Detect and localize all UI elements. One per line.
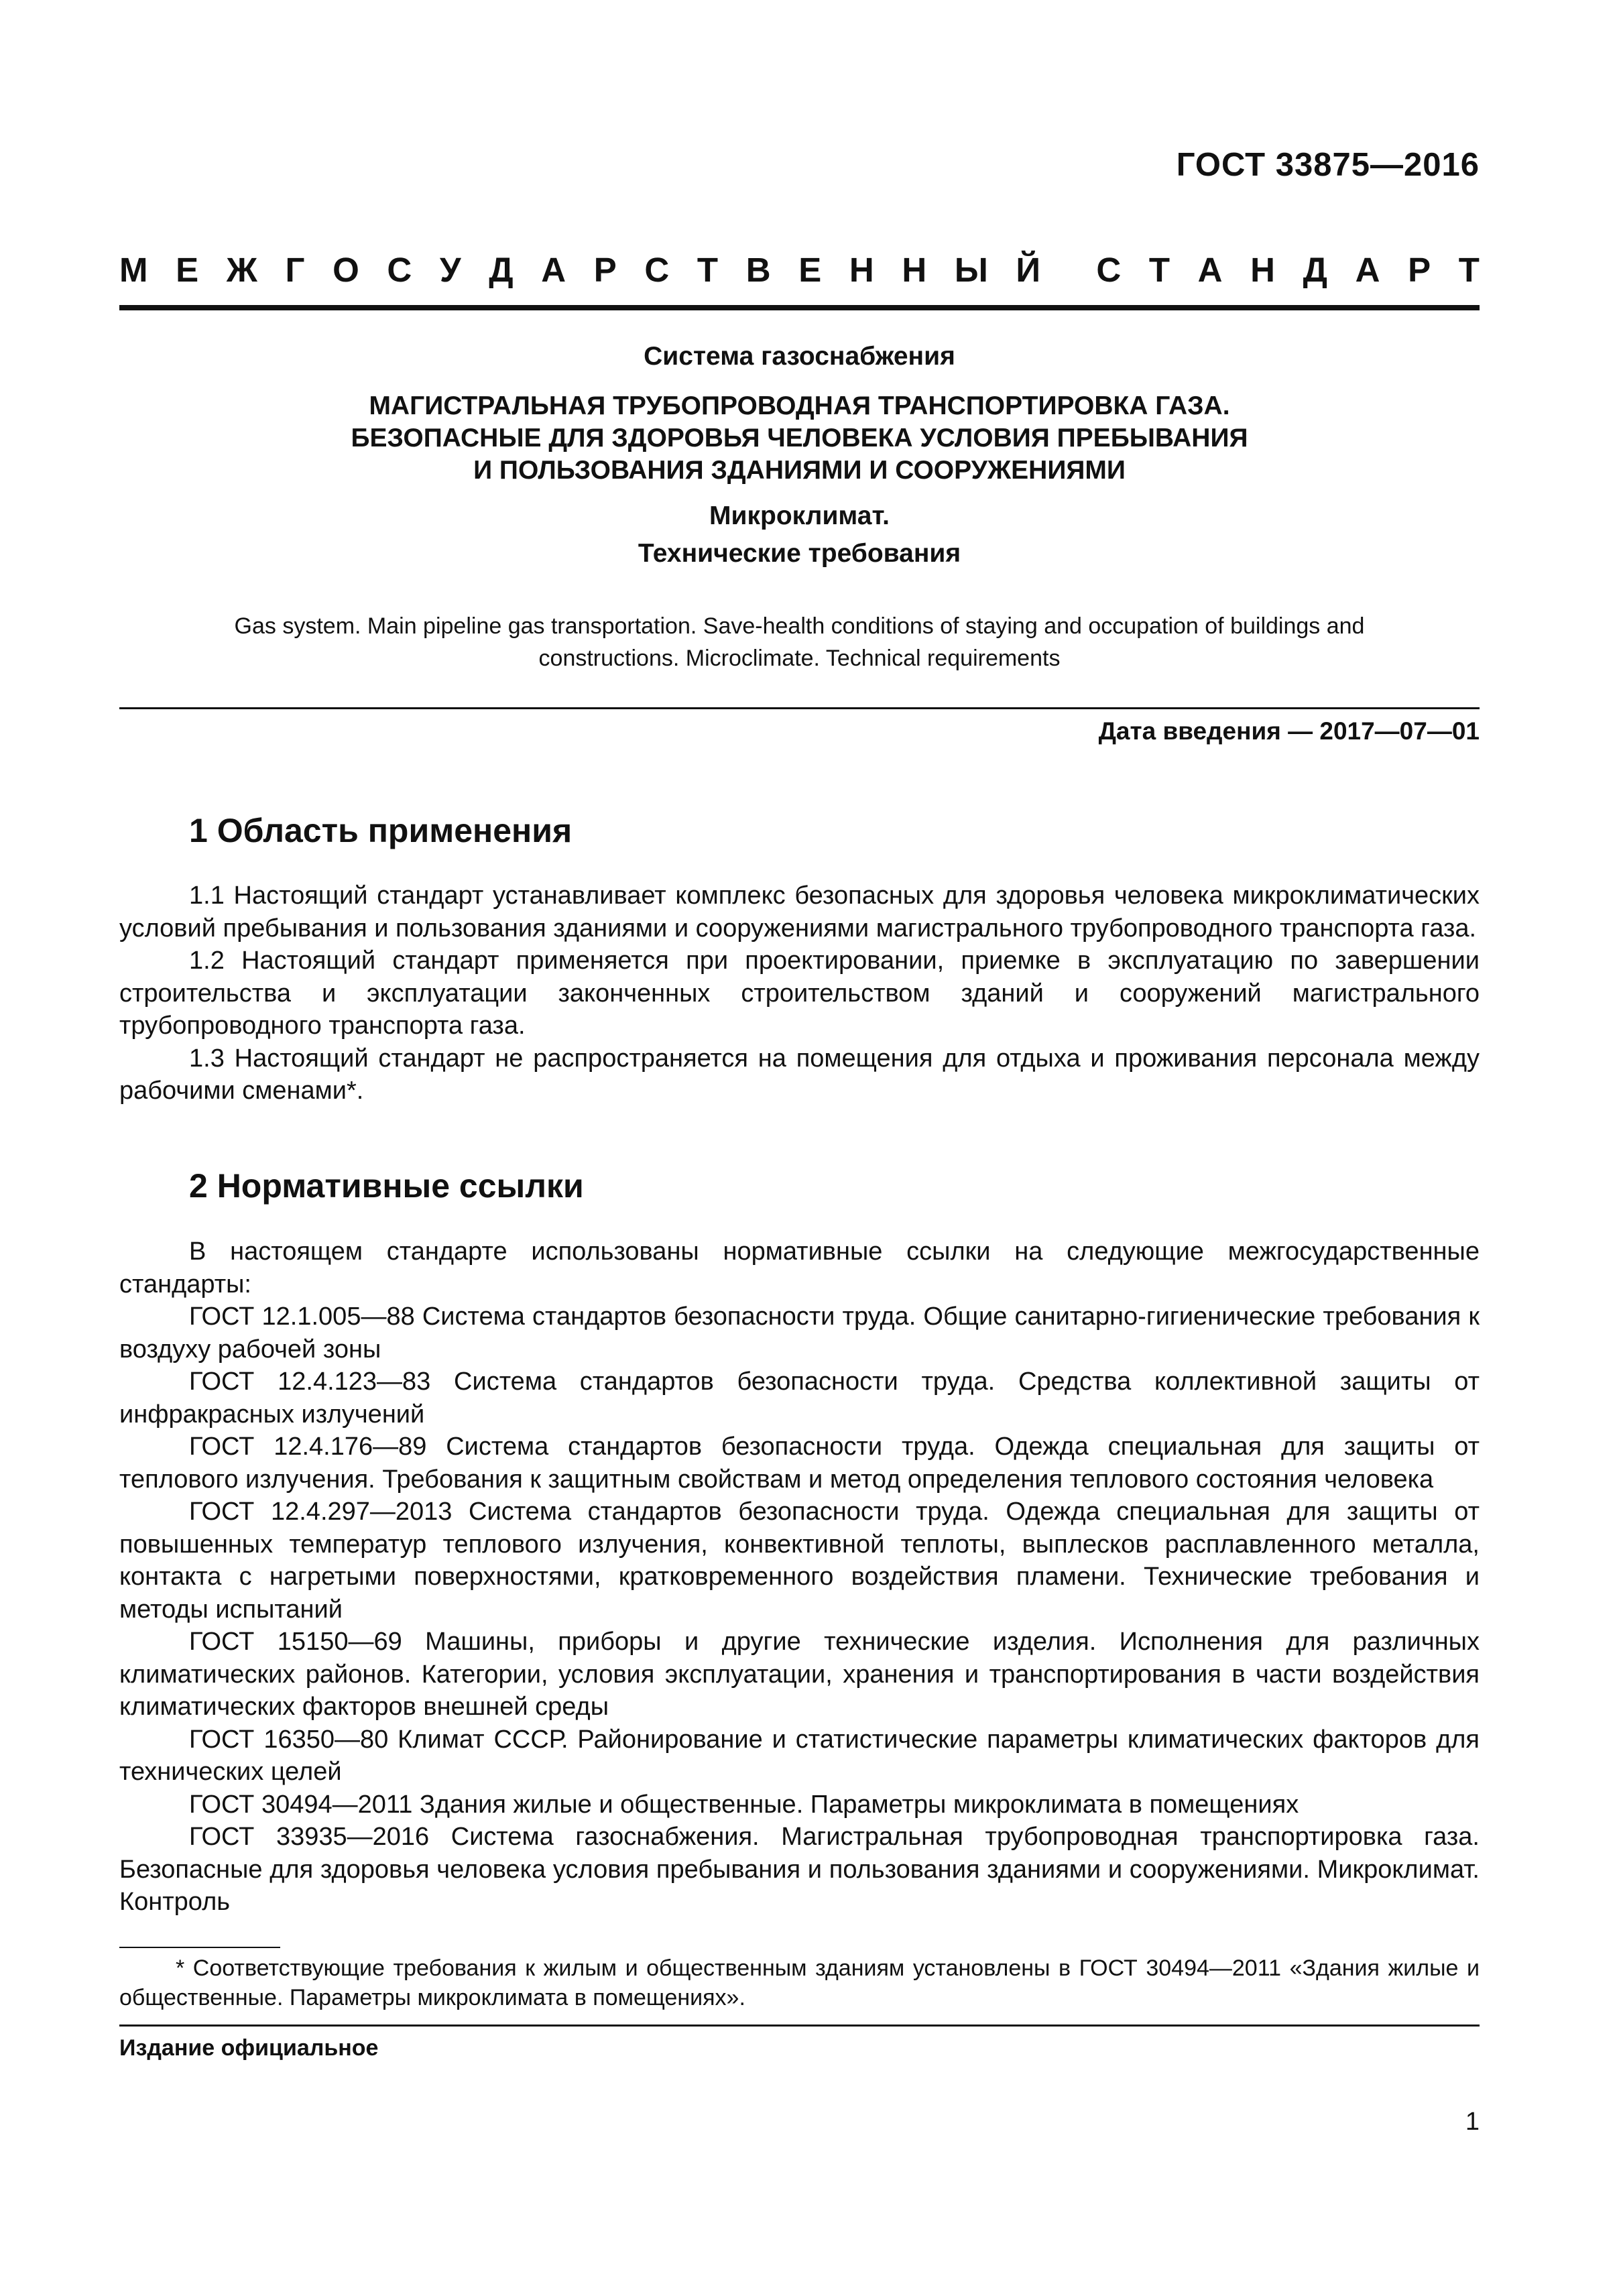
reference-item: ГОСТ 12.4.123—83 Система стандартов безопасности труда. Средства коллективной защиты от инфракрасных излучений xyxy=(119,1368,1480,1429)
header-divider xyxy=(119,305,1480,310)
title-line: И ПОЛЬЗОВАНИЯ ЗДАНИЯМИ И СООРУЖЕНИЯМИ xyxy=(473,456,1126,485)
heading-letter: Ж xyxy=(226,250,257,289)
title-line: МАГИСТРАЛЬНАЯ ТРУБОПРОВОДНАЯ ТРАНСПОРТИРОВКА ГАЗА. xyxy=(369,391,1230,420)
heading-letter: Н xyxy=(902,250,927,289)
footnote-divider xyxy=(119,1947,280,1948)
paragraph: 1.3 Настоящий стандарт не распространяется на помещения для отдыха и проживания персонала между рабочими сменами*. xyxy=(119,1044,1480,1105)
page-number: 1 xyxy=(1465,2108,1480,2136)
standard-type-heading xyxy=(119,248,1480,291)
footnote: * Соответствующие требования к жилым и общественным зданиям установлены в ГОСТ 30494—2011 «Здания жилые и общественные. Параметры микроклимата в помещениях». xyxy=(119,1955,1480,2010)
heading-letter: С xyxy=(387,250,412,289)
section-2-body xyxy=(119,1235,1480,1919)
heading-letter: Т xyxy=(1148,250,1170,289)
heading-letter: Д xyxy=(489,250,514,289)
heading-letter: О xyxy=(333,250,359,289)
reference-item: ГОСТ 12.4.297—2013 Система стандартов безопасности труда. Одежда специальная для защиты от повышенных температур теплового излучения, конвективной теплоты, выплесков расплавленного металла, контакта с нагретыми поверхностями, кратковременного воздействия пламени. Технические требования и методы испытаний xyxy=(119,1498,1480,1624)
heading-letter: Е xyxy=(176,250,199,289)
official-edition-label: Издание официальное xyxy=(119,2035,379,2061)
heading-letter: С xyxy=(1096,250,1122,289)
paragraph: 1.2 Настоящий стандарт применяется при проектировании, приемке в эксплуатацию по завершении строительства и эксплуатации законченных строительством зданий и сооружений магистрального трубопроводного транспорта газа. xyxy=(119,947,1480,1040)
english-title-line: Gas system. Main pipeline gas transportation. Save-health conditions of staying and occupation of buildings and xyxy=(234,613,1365,639)
paragraph: В настоящем стандарте использованы нормативные ссылки на следующие межгосударственные стандарты: xyxy=(119,1237,1480,1298)
document-number: ГОСТ 33875—2016 xyxy=(1176,147,1480,183)
title-line: БЕЗОПАСНЫЕ ДЛЯ ЗДОРОВЬЯ ЧЕЛОВЕКА УСЛОВИЯ ПРЕБЫВАНИЯ xyxy=(351,424,1248,452)
reference-item: ГОСТ 15150—69 Машины, приборы и другие технические изделия. Исполнения для различных климатических районов. Категории, условия эксплуатации, хранения и транспортирования в части воздействия климатических факторов внешней среды xyxy=(119,1628,1480,1721)
document-title xyxy=(119,390,1480,487)
heading-letter: Д xyxy=(1303,250,1327,289)
heading-letter: В xyxy=(745,250,771,289)
heading-letter: Т xyxy=(1458,250,1480,289)
reference-item: ГОСТ 30494—2011 Здания жилые и общественные. Параметры микроклимата в помещениях xyxy=(189,1790,1299,1819)
heading-letter: Е xyxy=(798,250,822,289)
heading-letter: А xyxy=(1355,250,1380,289)
paragraph: 1.1 Настоящий стандарт устанавливает комплекс безопасных для здоровья человека микроклиматических условий пребывания и пользования зданиями и сооружениями магистрального трубопроводного транспорта газа. xyxy=(119,882,1480,943)
reference-item: ГОСТ 33935—2016 Система газоснабжения. Магистральная трубопроводная транспортировка газа. Безопасные для здоровья человека условия пребывания и пользования зданиями и сооружениями. Микроклимат. Контроль xyxy=(119,1823,1480,1916)
heading-letter: Ы xyxy=(954,250,988,289)
english-title-line: constructions. Microclimate. Technical requirements xyxy=(538,646,1061,671)
document-subtitle: Система газоснабжения xyxy=(644,342,955,371)
heading-letter: С xyxy=(644,250,670,289)
introduction-date: Дата введения — 2017—07—01 xyxy=(1098,717,1480,745)
heading-letter: Р xyxy=(593,250,617,289)
section-2-heading: 2 Нормативные ссылки xyxy=(189,1167,584,1205)
heading-letter: Н xyxy=(1250,250,1275,289)
footer-divider xyxy=(119,2025,1480,2027)
heading-letter: Г xyxy=(285,250,305,289)
heading-letter: Й xyxy=(1016,250,1041,289)
title-divider xyxy=(119,707,1480,709)
heading-letter: А xyxy=(1197,250,1223,289)
english-title xyxy=(119,610,1480,674)
heading-letter: А xyxy=(541,250,566,289)
reference-item: ГОСТ 12.1.005—88 Система стандартов безопасности труда. Общие санитарно-гигиенические требования к воздуху рабочей зоны xyxy=(119,1303,1480,1364)
heading-letter: У xyxy=(439,250,461,289)
document-part: Микроклимат. xyxy=(709,501,890,530)
heading-letter: Н xyxy=(849,250,874,289)
section-1-heading: 1 Область применения xyxy=(189,812,573,849)
heading-letter: Р xyxy=(1408,250,1431,289)
document-part-subtitle: Технические требования xyxy=(638,539,961,568)
reference-item: ГОСТ 16350—80 Климат СССР. Районирование и статистические параметры климатических факторов для технических целей xyxy=(119,1725,1480,1786)
heading-letter: Т xyxy=(697,250,719,289)
reference-item: ГОСТ 12.4.176—89 Система стандартов безопасности труда. Одежда специальная для защиты от теплового излучения. Требования к защитным свойствам и метод определения теплового состояния человека xyxy=(119,1433,1480,1494)
heading-letter: М xyxy=(119,250,148,289)
section-1-body xyxy=(119,880,1480,1107)
